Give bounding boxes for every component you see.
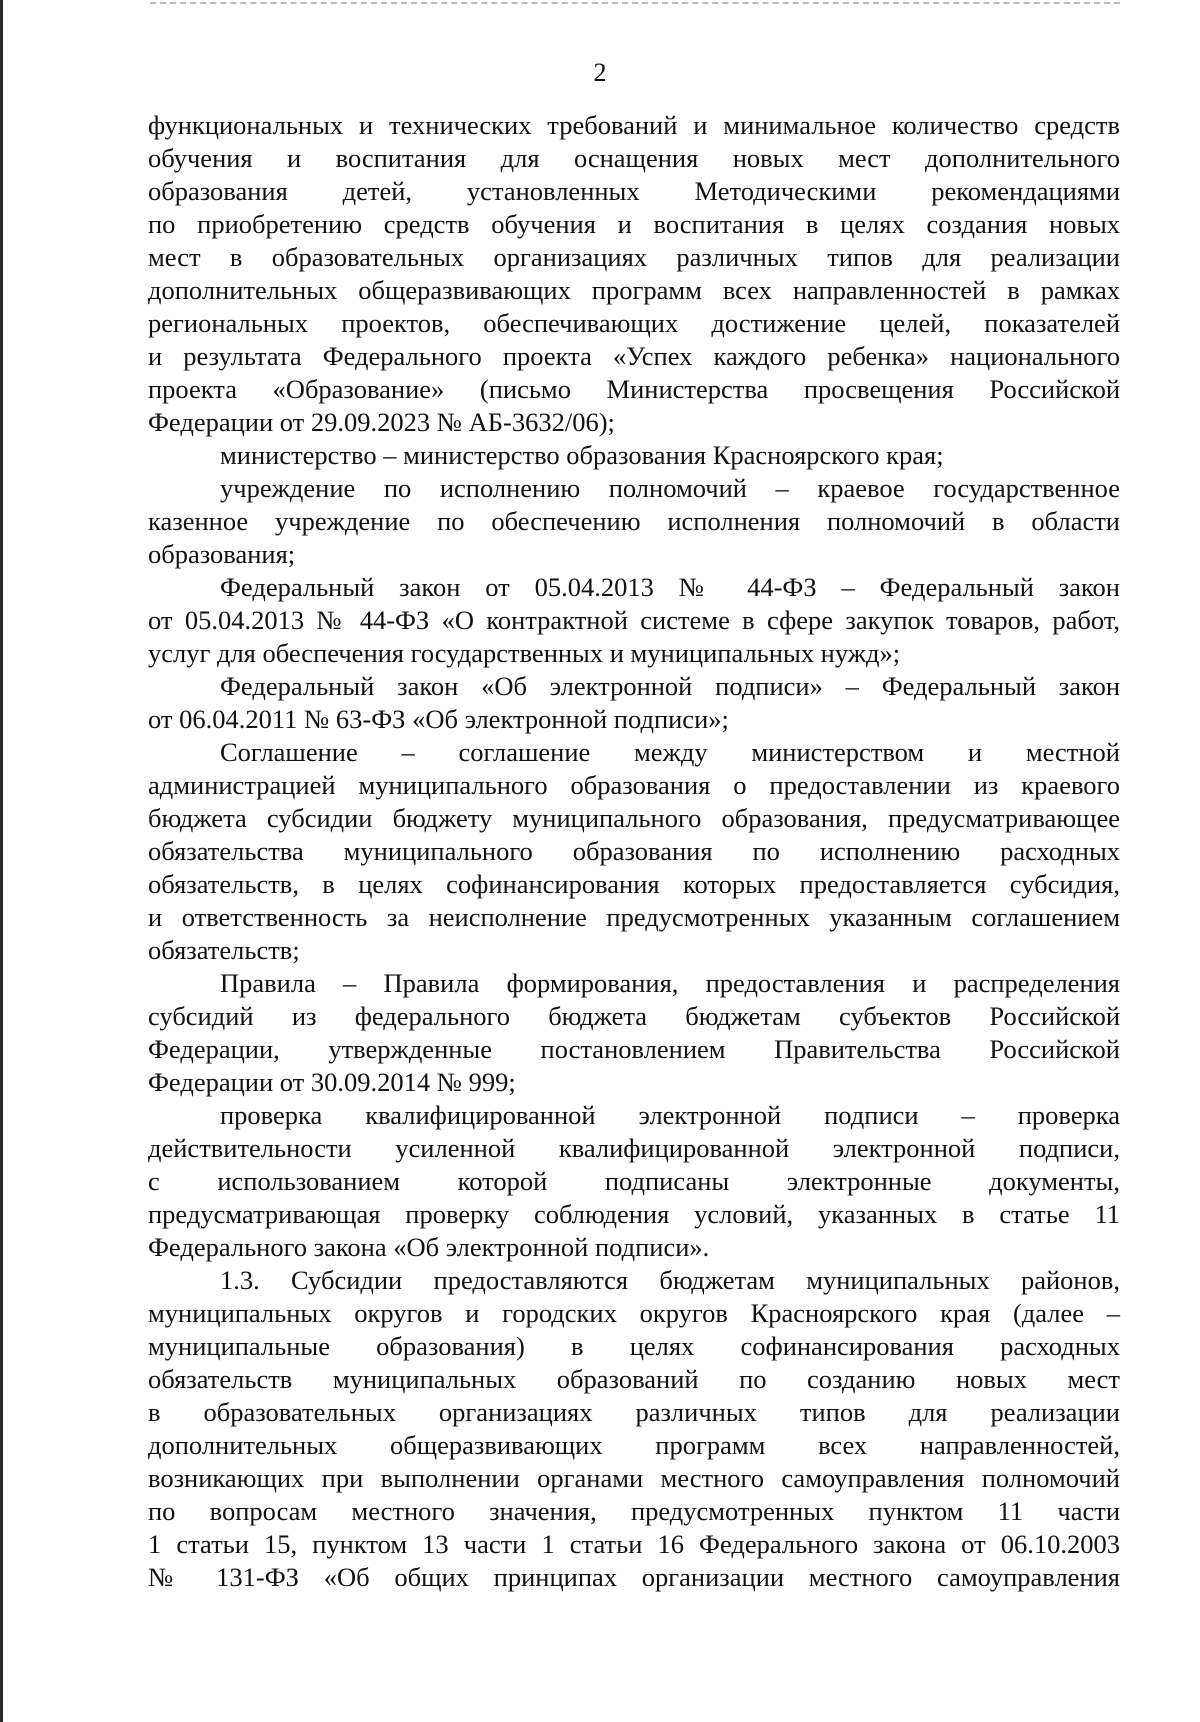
text-line: мест в образовательных организациях различных типов для реализации xyxy=(148,242,1120,272)
text-line: учреждение по исполнению полномочий – краевое государственное xyxy=(220,473,1120,503)
text-line: в образовательных организациях различных типов для реализации xyxy=(148,1397,1120,1427)
text-line: дополнительных общеразвивающих программ всех направленностей, xyxy=(148,1430,1120,1460)
text-line: Правила – Правила формирования, предоставления и распределения xyxy=(220,968,1120,998)
text-line: 1 статьи 15, пунктом 13 части 1 статьи 16 Федерального закона от 06.10.2003 xyxy=(148,1529,1120,1559)
text-line: от 05.04.2013 № 44-ФЗ «О контрактной системе в сфере закупок товаров, работ, xyxy=(148,605,1120,635)
text-line: предусматривающая проверку соблюдения условий, указанных в статье 11 xyxy=(148,1199,1120,1229)
text-line: действительности усиленной квалифицированной электронной подписи, xyxy=(148,1133,1120,1163)
text-line: образования; xyxy=(148,539,296,569)
scan-left-edge xyxy=(0,0,3,1722)
text-line: региональных проектов, обеспечивающих достижение целей, показателей xyxy=(148,308,1120,338)
text-line: с использованием которой подписаны электронные документы, xyxy=(148,1166,1120,1196)
page-number: 2 xyxy=(593,58,607,87)
text-line: по приобретению средств обучения и воспитания в целях создания новых xyxy=(148,209,1120,239)
text-line: Федерации, утвержденные постановлением Правительства Российской xyxy=(148,1034,1120,1064)
text-line: казенное учреждение по обеспечению исполнения полномочий в области xyxy=(148,506,1120,536)
text-line: Федеральный закон от 05.04.2013 № 44-ФЗ – Федеральный закон xyxy=(220,572,1120,602)
text-line: по вопросам местного значения, предусмотренных пунктом 11 части xyxy=(148,1496,1120,1526)
text-line: возникающих при выполнении органами местного самоуправления полномочий xyxy=(148,1463,1120,1493)
document-body-text xyxy=(148,109,1120,1594)
text-line: муниципальных округов и городских округов Красноярского края (далее – xyxy=(148,1298,1120,1328)
text-line: Федерального закона «Об электронной подписи». xyxy=(148,1232,710,1262)
text-line: услуг для обеспечения государственных и муниципальных нужд»; xyxy=(148,638,901,668)
text-line: обязательств, в целях софинансирования которых предоставляется субсидия, xyxy=(148,869,1120,899)
text-line: проверка квалифицированной электронной подписи – проверка xyxy=(220,1100,1120,1130)
text-line: № 131-ФЗ «Об общих принципах организации местного самоуправления xyxy=(148,1562,1120,1592)
text-line: Соглашение – соглашение между министерством и местной xyxy=(220,737,1120,767)
text-line: обучения и воспитания для оснащения новых мест дополнительного xyxy=(148,143,1120,173)
text-line: обязательств; xyxy=(148,935,300,965)
text-line: обязательств муниципальных образований по созданию новых мест xyxy=(148,1364,1120,1394)
text-line: Федерации от 30.09.2014 № 999; xyxy=(148,1067,516,1097)
text-line: муниципальные образования) в целях софинансирования расходных xyxy=(148,1331,1120,1361)
text-line: проекта «Образование» (письмо Министерства просвещения Российской xyxy=(148,374,1120,404)
text-line: и ответственность за неисполнение предусмотренных указанным соглашением xyxy=(148,902,1120,932)
scan-top-edge xyxy=(150,2,1120,4)
text-line: Федеральный закон «Об электронной подписи» – Федеральный закон xyxy=(220,671,1120,701)
text-line: Федерации от 29.09.2023 № АБ-3632/06); xyxy=(148,407,615,437)
text-line: бюджета субсидии бюджету муниципального образования, предусматривающее xyxy=(148,803,1120,833)
text-line: образования детей, установленных Методическими рекомендациями xyxy=(148,176,1120,206)
text-line: министерство – министерство образования Красноярского края; xyxy=(220,440,944,470)
text-line: 1.3. Субсидии предоставляются бюджетам муниципальных районов, xyxy=(220,1265,1120,1295)
text-line: обязательства муниципального образования по исполнению расходных xyxy=(148,836,1120,866)
text-line: дополнительных общеразвивающих программ всех направленностей в рамках xyxy=(148,275,1120,305)
text-line: администрацией муниципального образования о предоставлении из краевого xyxy=(148,770,1120,800)
text-line: от 06.04.2011 № 63-ФЗ «Об электронной подписи»; xyxy=(148,704,729,734)
text-line: и результата Федерального проекта «Успех каждого ребенка» национального xyxy=(148,341,1120,371)
text-line: функциональных и технических требований и минимальное количество средств xyxy=(148,110,1120,140)
text-line: субсидий из федерального бюджета бюджетам субъектов Российской xyxy=(148,1001,1120,1031)
